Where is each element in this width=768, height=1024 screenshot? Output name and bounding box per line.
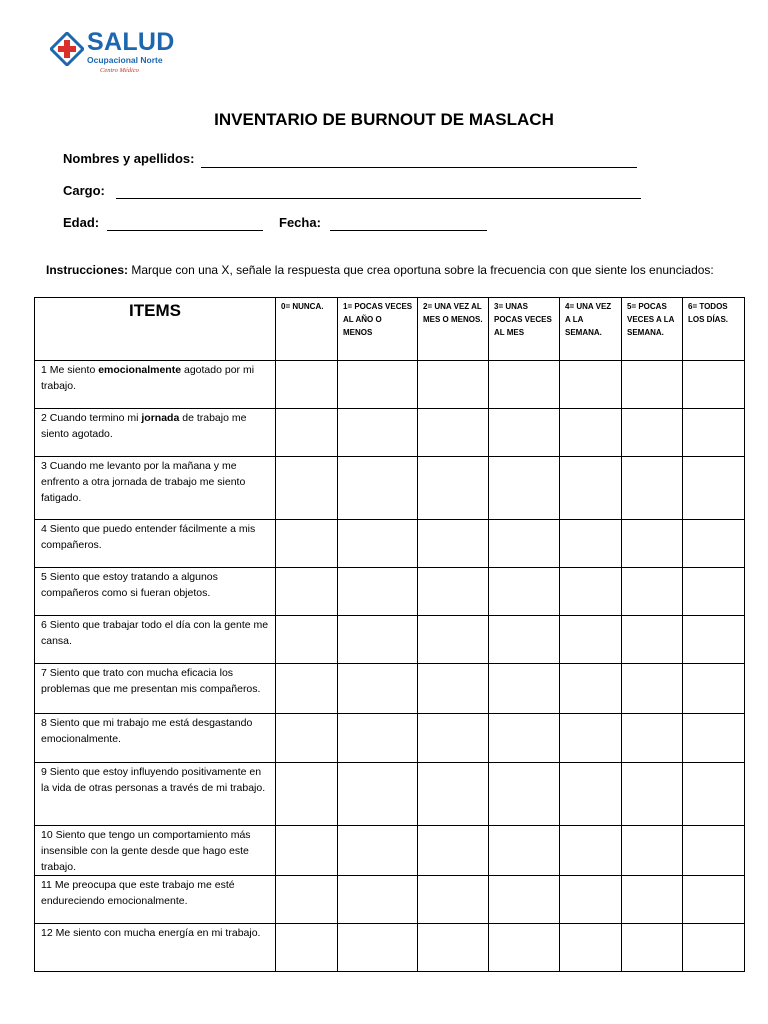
item-text-emphasis: jornada: [141, 412, 180, 424]
table-row: [35, 616, 745, 664]
answer-cell[interactable]: [683, 664, 745, 714]
item-text-part: 10 Siento que tengo un comportamiento más insensible con la gente desde que hago este trabajo.: [41, 829, 251, 873]
answer-cell[interactable]: [276, 457, 338, 520]
answer-cell[interactable]: [560, 520, 622, 568]
item-text-part: 3 Cuando me levanto por la mañana y me enfrento a otra jornada de trabajo me siento fatigado.: [41, 460, 246, 504]
table-row: [35, 361, 745, 409]
item-text: [35, 457, 276, 520]
answer-cell[interactable]: [276, 409, 338, 457]
table-row: [35, 457, 745, 520]
column-header: 5= POCAS VECES A LA SEMANA.: [622, 298, 683, 361]
age-label: Edad:: [63, 215, 100, 230]
item-text: [35, 520, 276, 568]
answer-cell[interactable]: [683, 361, 745, 409]
answer-cell[interactable]: [276, 876, 338, 924]
answer-cell[interactable]: [418, 664, 489, 714]
answer-cell[interactable]: [683, 616, 745, 664]
answer-cell[interactable]: [622, 361, 683, 409]
answer-cell[interactable]: [276, 520, 338, 568]
answer-cell[interactable]: [489, 876, 560, 924]
item-text-part: 8 Siento que mi trabajo me está desgastando emocionalmente.: [41, 717, 253, 745]
date-field[interactable]: [330, 230, 487, 231]
answer-cell[interactable]: [418, 826, 489, 876]
answer-cell[interactable]: [622, 409, 683, 457]
column-header: 0= NUNCA.: [276, 298, 338, 361]
logo-brand: SALUD: [87, 28, 175, 56]
item-text: [35, 826, 276, 876]
role-field[interactable]: [116, 198, 641, 199]
answer-cell[interactable]: [338, 616, 418, 664]
column-header: 1= POCAS VECES AL AÑO O MENOS: [338, 298, 418, 361]
table-row: [35, 876, 745, 924]
answer-cell[interactable]: [560, 457, 622, 520]
answer-cell[interactable]: [338, 876, 418, 924]
item-text-part: 12 Me siento con mucha energía en mi trabajo.: [41, 927, 261, 939]
table-row: [35, 568, 745, 616]
table-row: [35, 826, 745, 876]
date-label: Fecha:: [279, 215, 321, 230]
answer-cell[interactable]: [418, 616, 489, 664]
item-text-part: 9 Siento que estoy influyendo positivamente en la vida de otras personas a través de mi trabajo.: [41, 766, 266, 794]
column-header: 4= UNA VEZ A LA SEMANA.: [560, 298, 622, 361]
item-text-part: 11 Me preocupa que este trabajo me esté endureciendo emocionalmente.: [41, 879, 235, 907]
item-text-part: 6 Siento que trabajar todo el día con la gente me cansa.: [41, 619, 269, 647]
answer-cell[interactable]: [276, 568, 338, 616]
column-header: 2= UNA VEZ AL MES O MENOS.: [418, 298, 489, 361]
answer-cell[interactable]: [276, 664, 338, 714]
answer-cell[interactable]: [418, 924, 489, 972]
answer-cell[interactable]: [489, 664, 560, 714]
answer-cell[interactable]: [622, 876, 683, 924]
answer-cell[interactable]: [560, 568, 622, 616]
answer-cell[interactable]: [622, 924, 683, 972]
answer-cell[interactable]: [489, 457, 560, 520]
answer-cell[interactable]: [276, 714, 338, 763]
role-label: Cargo:: [63, 183, 105, 198]
answer-cell[interactable]: [338, 409, 418, 457]
answer-cell[interactable]: [560, 876, 622, 924]
answer-cell[interactable]: [622, 664, 683, 714]
item-text: [35, 664, 276, 714]
answer-cell[interactable]: [338, 924, 418, 972]
answer-cell[interactable]: [489, 520, 560, 568]
answer-cell[interactable]: [622, 616, 683, 664]
age-field[interactable]: [107, 230, 263, 231]
item-text-part: 2 Cuando termino mi: [41, 412, 142, 424]
table-row: [35, 664, 745, 714]
item-text: [35, 361, 276, 409]
answer-cell[interactable]: [560, 361, 622, 409]
answer-cell[interactable]: [683, 876, 745, 924]
answer-cell[interactable]: [560, 409, 622, 457]
name-label: Nombres y apellidos:: [63, 151, 195, 166]
answer-cell[interactable]: [489, 361, 560, 409]
answer-cell[interactable]: [276, 763, 338, 826]
answer-cell[interactable]: [489, 568, 560, 616]
answer-cell[interactable]: [622, 457, 683, 520]
answer-cell[interactable]: [683, 457, 745, 520]
answer-cell[interactable]: [418, 714, 489, 763]
page-title: INVENTARIO DE BURNOUT DE MASLACH: [214, 110, 554, 129]
answer-cell[interactable]: [560, 714, 622, 763]
item-text: [35, 409, 276, 457]
answer-cell[interactable]: [489, 409, 560, 457]
answer-cell[interactable]: [418, 568, 489, 616]
instructions-text: Marque con una X, señale la respuesta que crea oportuna sobre la frecuencia con que siente los enunciados:: [131, 263, 714, 277]
item-text: [35, 924, 276, 972]
answer-cell[interactable]: [338, 714, 418, 763]
answer-cell[interactable]: [418, 763, 489, 826]
answer-cell[interactable]: [276, 616, 338, 664]
answer-cell[interactable]: [338, 763, 418, 826]
item-text-part: 7 Siento que trato con mucha eficacia los problemas que me presentan mis compañeros.: [41, 667, 261, 695]
item-text: [35, 714, 276, 763]
item-text: [35, 876, 276, 924]
answer-cell[interactable]: [489, 826, 560, 876]
instructions: [46, 262, 726, 279]
answer-cell[interactable]: [560, 826, 622, 876]
name-field[interactable]: [201, 167, 637, 168]
item-text-part: agotado por mi trabajo.: [41, 364, 255, 392]
answer-cell[interactable]: [338, 826, 418, 876]
burnout-table: [34, 297, 745, 972]
answer-cell[interactable]: [489, 763, 560, 826]
answer-cell[interactable]: [418, 520, 489, 568]
column-header: 6= TODOS LOS DÍAS.: [683, 298, 745, 361]
answer-cell[interactable]: [276, 361, 338, 409]
answer-cell[interactable]: [683, 763, 745, 826]
answer-cell[interactable]: [683, 924, 745, 972]
item-text-part: 5 Siento que estoy tratando a algunos compañeros como si fueran objetos.: [41, 571, 218, 599]
answer-cell[interactable]: [560, 664, 622, 714]
item-text-part: 1 Me siento: [41, 364, 99, 376]
answer-cell[interactable]: [560, 924, 622, 972]
answer-cell[interactable]: [683, 714, 745, 763]
answer-cell[interactable]: [338, 520, 418, 568]
answer-cell[interactable]: [622, 826, 683, 876]
answer-cell[interactable]: [276, 924, 338, 972]
answer-cell[interactable]: [622, 763, 683, 826]
item-text: [35, 616, 276, 664]
logo-subtitle: Ocupacional Norte: [87, 55, 163, 65]
answer-cell[interactable]: [622, 568, 683, 616]
table-row: [35, 409, 745, 457]
logo-tagline: Centro Médico: [100, 67, 139, 74]
answer-cell[interactable]: [622, 520, 683, 568]
answer-cell[interactable]: [489, 924, 560, 972]
answer-cell[interactable]: [338, 457, 418, 520]
answer-cell[interactable]: [683, 568, 745, 616]
answer-cell[interactable]: [276, 826, 338, 876]
answer-cell[interactable]: [683, 826, 745, 876]
item-text: [35, 763, 276, 826]
answer-cell[interactable]: [338, 568, 418, 616]
table-row: [35, 714, 745, 763]
answer-cell[interactable]: [622, 714, 683, 763]
answer-cell[interactable]: [418, 876, 489, 924]
answer-cell[interactable]: [338, 361, 418, 409]
answer-cell[interactable]: [683, 409, 745, 457]
answer-cell[interactable]: [489, 714, 560, 763]
logo-cross-icon: [50, 32, 84, 66]
table-row: [35, 763, 745, 826]
table-row: [35, 520, 745, 568]
item-text: [35, 568, 276, 616]
header-row: [35, 298, 745, 361]
item-text-part: de trabajo me siento agotado.: [41, 412, 247, 440]
table-row: [35, 924, 745, 972]
answer-cell[interactable]: [560, 763, 622, 826]
answer-cell[interactable]: [489, 616, 560, 664]
answer-cell[interactable]: [418, 457, 489, 520]
items-header: ITEMS: [35, 298, 276, 361]
company-logo: [50, 30, 180, 82]
answer-cell[interactable]: [560, 616, 622, 664]
instructions-lead: Instrucciones:: [46, 263, 129, 277]
answer-cell[interactable]: [418, 409, 489, 457]
column-header: 3= UNAS POCAS VECES AL MES: [489, 298, 560, 361]
answer-cell[interactable]: [683, 520, 745, 568]
answer-cell[interactable]: [338, 664, 418, 714]
item-text-part: 4 Siento que puedo entender fácilmente a mis compañeros.: [41, 523, 256, 551]
answer-cell[interactable]: [418, 361, 489, 409]
item-text-emphasis: emocionalmente: [98, 364, 182, 376]
